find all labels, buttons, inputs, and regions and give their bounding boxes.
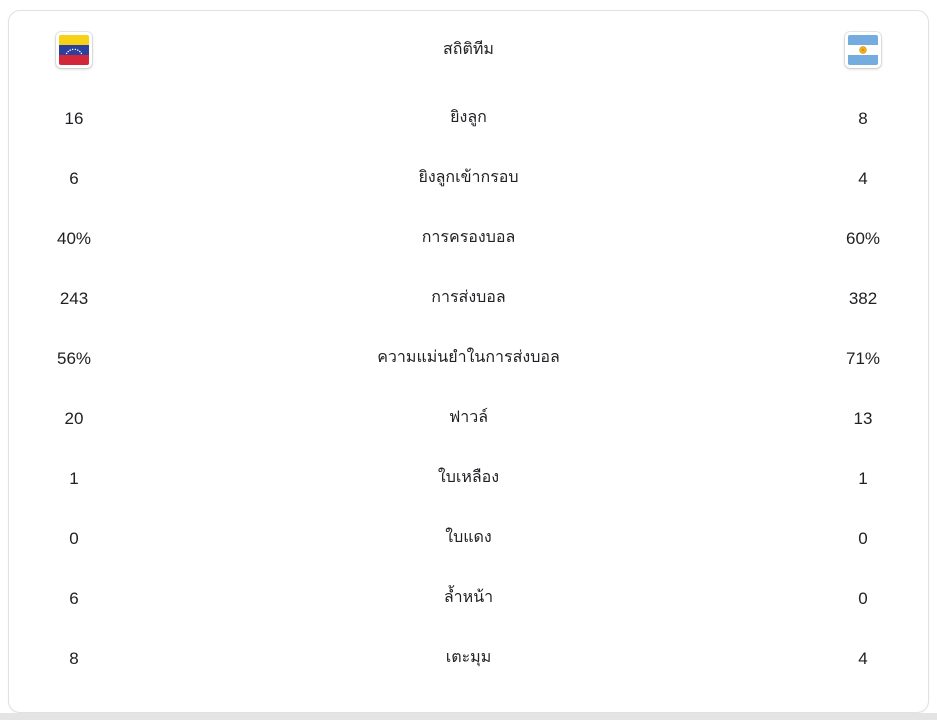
home-stat-value: 243	[59, 288, 89, 308]
away-team-flag-cell	[798, 32, 928, 68]
stat-row-pass-accuracy	[9, 328, 928, 388]
away-stat-value: 0	[858, 528, 868, 548]
team-stats-card	[8, 10, 929, 713]
home-stat-value: 0	[69, 528, 79, 548]
away-stat-value: 1	[858, 468, 868, 488]
stat-row-shots-on-target	[9, 148, 928, 208]
stats-panel-title: สถิติทีม	[443, 41, 494, 58]
home-stat-value: 40%	[56, 228, 92, 248]
stat-label: การส่งบอล	[431, 289, 506, 307]
away-stat-value: 60%	[845, 228, 881, 248]
away-stat-value: 0	[858, 588, 868, 608]
home-stat-value: 1	[69, 468, 79, 488]
home-stat-value: 6	[69, 588, 79, 608]
stat-row-fouls	[9, 388, 928, 448]
away-stat-value: 71%	[845, 348, 881, 368]
stat-label: ความแม่นยำในการส่งบอล	[377, 349, 560, 367]
stat-label: ใบแดง	[445, 529, 492, 547]
stat-row-offsides	[9, 568, 928, 628]
stat-row-passes	[9, 268, 928, 328]
away-stat-value: 382	[848, 288, 878, 308]
stat-label: ใบเหลือง	[437, 469, 500, 487]
stat-row-shots	[9, 88, 928, 148]
away-stat-value: 4	[858, 168, 868, 188]
stat-label: ล้ำหน้า	[443, 589, 494, 607]
stats-header-row	[9, 11, 928, 88]
away-stat-value: 4	[858, 648, 868, 668]
stat-row-yellow-cards	[9, 448, 928, 508]
stat-label: ยิงลูกเข้ากรอบ	[418, 169, 519, 187]
away-stat-value: 13	[853, 408, 873, 428]
home-team-flag-cell	[9, 32, 139, 68]
away-stat-value: 8	[858, 108, 868, 128]
stat-label: ฟาวล์	[448, 409, 489, 427]
stat-label: ยิงลูก	[450, 109, 487, 127]
stat-label: การครองบอล	[421, 229, 516, 247]
home-stat-value: 20	[64, 408, 84, 428]
argentina-flag-icon	[845, 32, 881, 68]
venezuela-flag-icon	[56, 32, 92, 68]
stat-row-corners	[9, 628, 928, 688]
next-card-edge-divider	[0, 713, 937, 720]
home-stat-value: 8	[69, 648, 79, 668]
stat-row-possession	[9, 208, 928, 268]
stat-label: เตะมุม	[445, 649, 492, 667]
stat-row-red-cards	[9, 508, 928, 568]
home-stat-value: 6	[69, 168, 79, 188]
home-stat-value: 56%	[56, 348, 92, 368]
home-stat-value: 16	[64, 108, 84, 128]
